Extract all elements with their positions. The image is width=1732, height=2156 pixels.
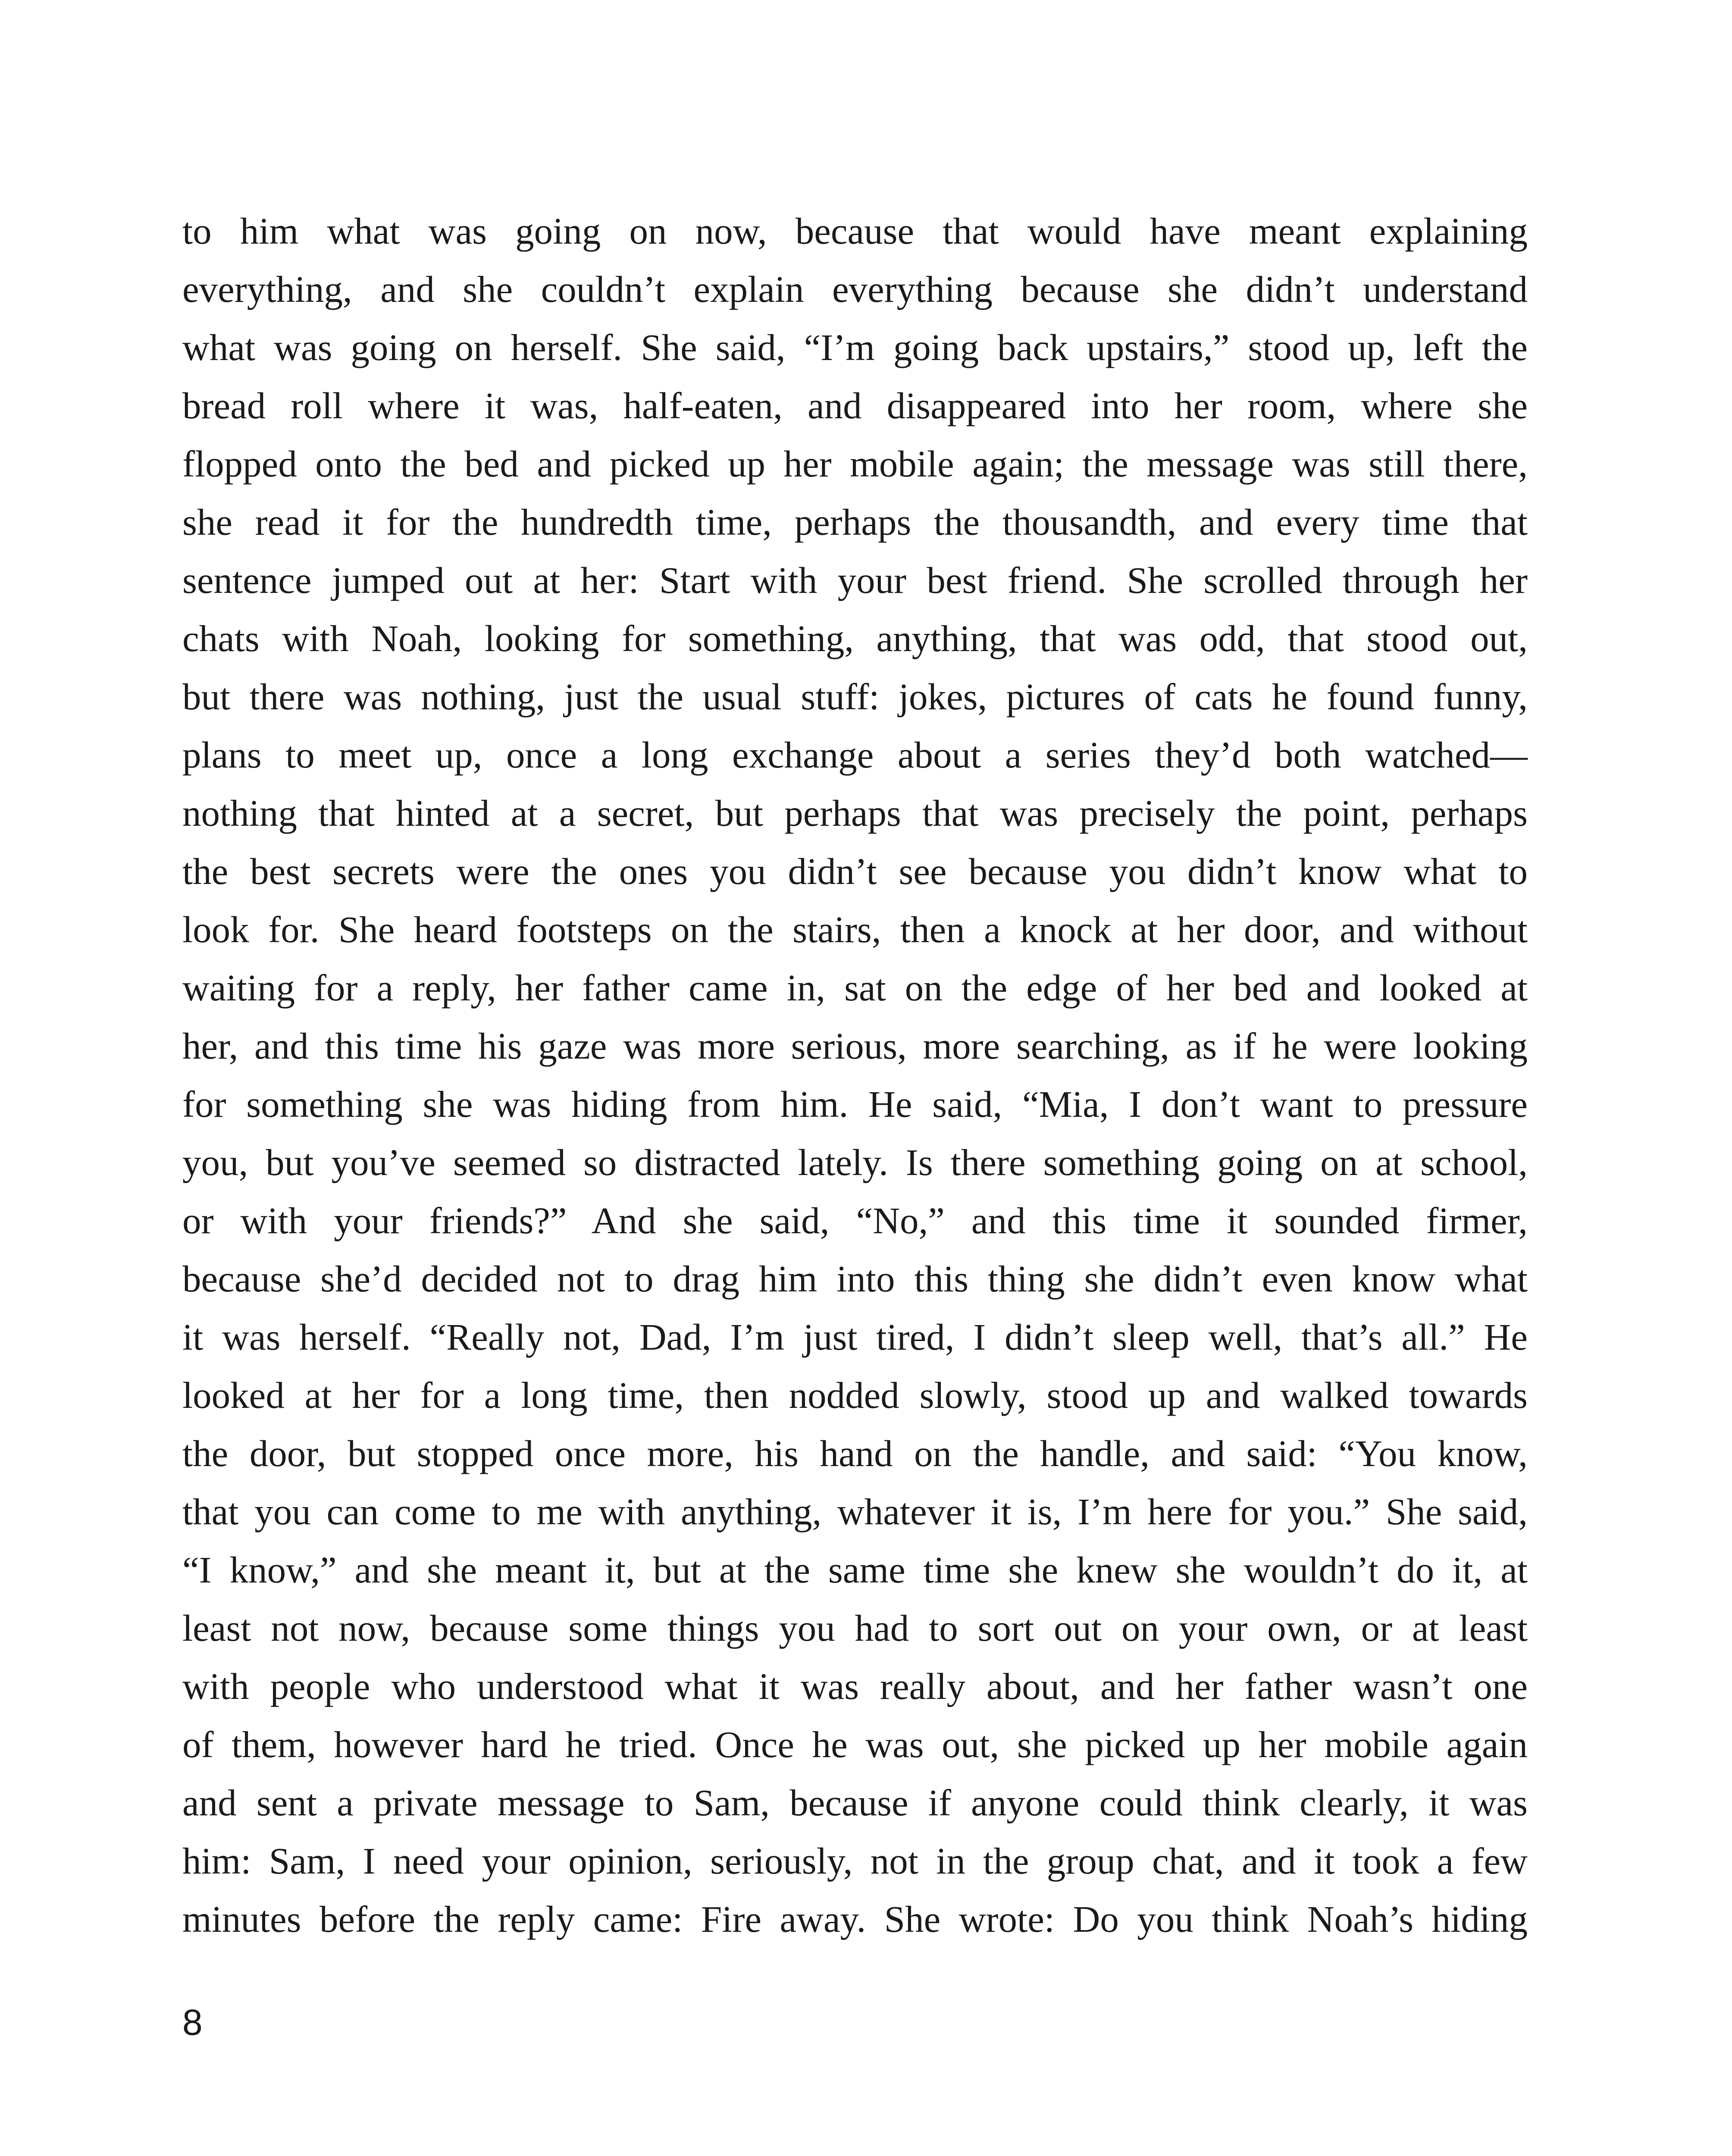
text-line: nothing that hinted at a secret, but perhaps that was precisely the point, perhaps <box>182 792 1528 834</box>
text-line: chats with Noah, looking for something, anything, that was odd, that stood out, <box>182 617 1528 659</box>
text-line: waiting for a reply, her father came in, sat on the edge of her bed and looked at <box>182 967 1528 1009</box>
text-line: of them, however hard he tried. Once he was out, she picked up her mobile again <box>182 1724 1528 1765</box>
text-line: with people who understood what it was really about, and her father wasn’t one <box>182 1665 1528 1707</box>
text-line: or with your friends?” And she said, “No,” and this time it sounded firmer, <box>182 1200 1528 1241</box>
text-line: and sent a private message to Sam, because if anyone could think clearly, it was <box>182 1782 1528 1824</box>
text-line: the best secrets were the ones you didn’t see because you didn’t know what to <box>182 850 1528 892</box>
text-line: “I know,” and she meant it, but at the same time she knew she wouldn’t do it, at <box>182 1549 1528 1591</box>
text-line: sentence jumped out at her: Start with your best friend. She scrolled through her <box>182 559 1528 601</box>
text-line: what was going on herself. She said, “I’m going back upstairs,” stood up, left the <box>182 326 1528 368</box>
text-line: plans to meet up, once a long exchange about a series they’d both watched— <box>182 734 1528 776</box>
text-line: the door, but stopped once more, his hand on the handle, and said: “You know, <box>182 1432 1528 1474</box>
text-line: him: Sam, I need your opinion, seriously, not in the group chat, and it took a few <box>182 1840 1528 1882</box>
text-line: she read it for the hundredth time, perhaps the thousandth, and every time that <box>182 501 1528 543</box>
text-line: flopped onto the bed and picked up her mobile again; the message was still there, <box>182 443 1528 485</box>
text-line: you, but you’ve seemed so distracted lately. Is there something going on at school, <box>182 1141 1528 1183</box>
text-line: minutes before the reply came: Fire away. She wrote: Do you think Noah’s hiding <box>182 1898 1528 1940</box>
text-line: look for. She heard footsteps on the stairs, then a knock at her door, and without <box>182 909 1528 950</box>
text-line: bread roll where it was, half-eaten, and disappeared into her room, where she <box>182 385 1528 426</box>
text-line: to him what was going on now, because that would have meant explaining <box>182 210 1528 252</box>
text-line: her, and this time his gaze was more serious, more searching, as if he were looking <box>182 1025 1528 1067</box>
text-line: but there was nothing, just the usual stuff: jokes, pictures of cats he found funny, <box>182 676 1528 718</box>
body-text <box>182 202 1528 1948</box>
text-line: for something she was hiding from him. He said, “Mia, I don’t want to pressure <box>182 1083 1528 1125</box>
text-line: least not now, because some things you had to sort out on your own, or at least <box>182 1607 1528 1649</box>
page-number: 8 <box>182 2002 203 2043</box>
text-line: that you can come to me with anything, whatever it is, I’m here for you.” She said, <box>182 1491 1528 1532</box>
text-line: because she’d decided not to drag him into this thing she didn’t even know what <box>182 1258 1528 1300</box>
text-line: it was herself. “Really not, Dad, I’m just tired, I didn’t sleep well, that’s all.” He <box>182 1316 1528 1358</box>
text-line: everything, and she couldn’t explain everything because she didn’t understand <box>182 268 1528 310</box>
text-line: looked at her for a long time, then nodded slowly, stood up and walked towards <box>182 1374 1528 1416</box>
